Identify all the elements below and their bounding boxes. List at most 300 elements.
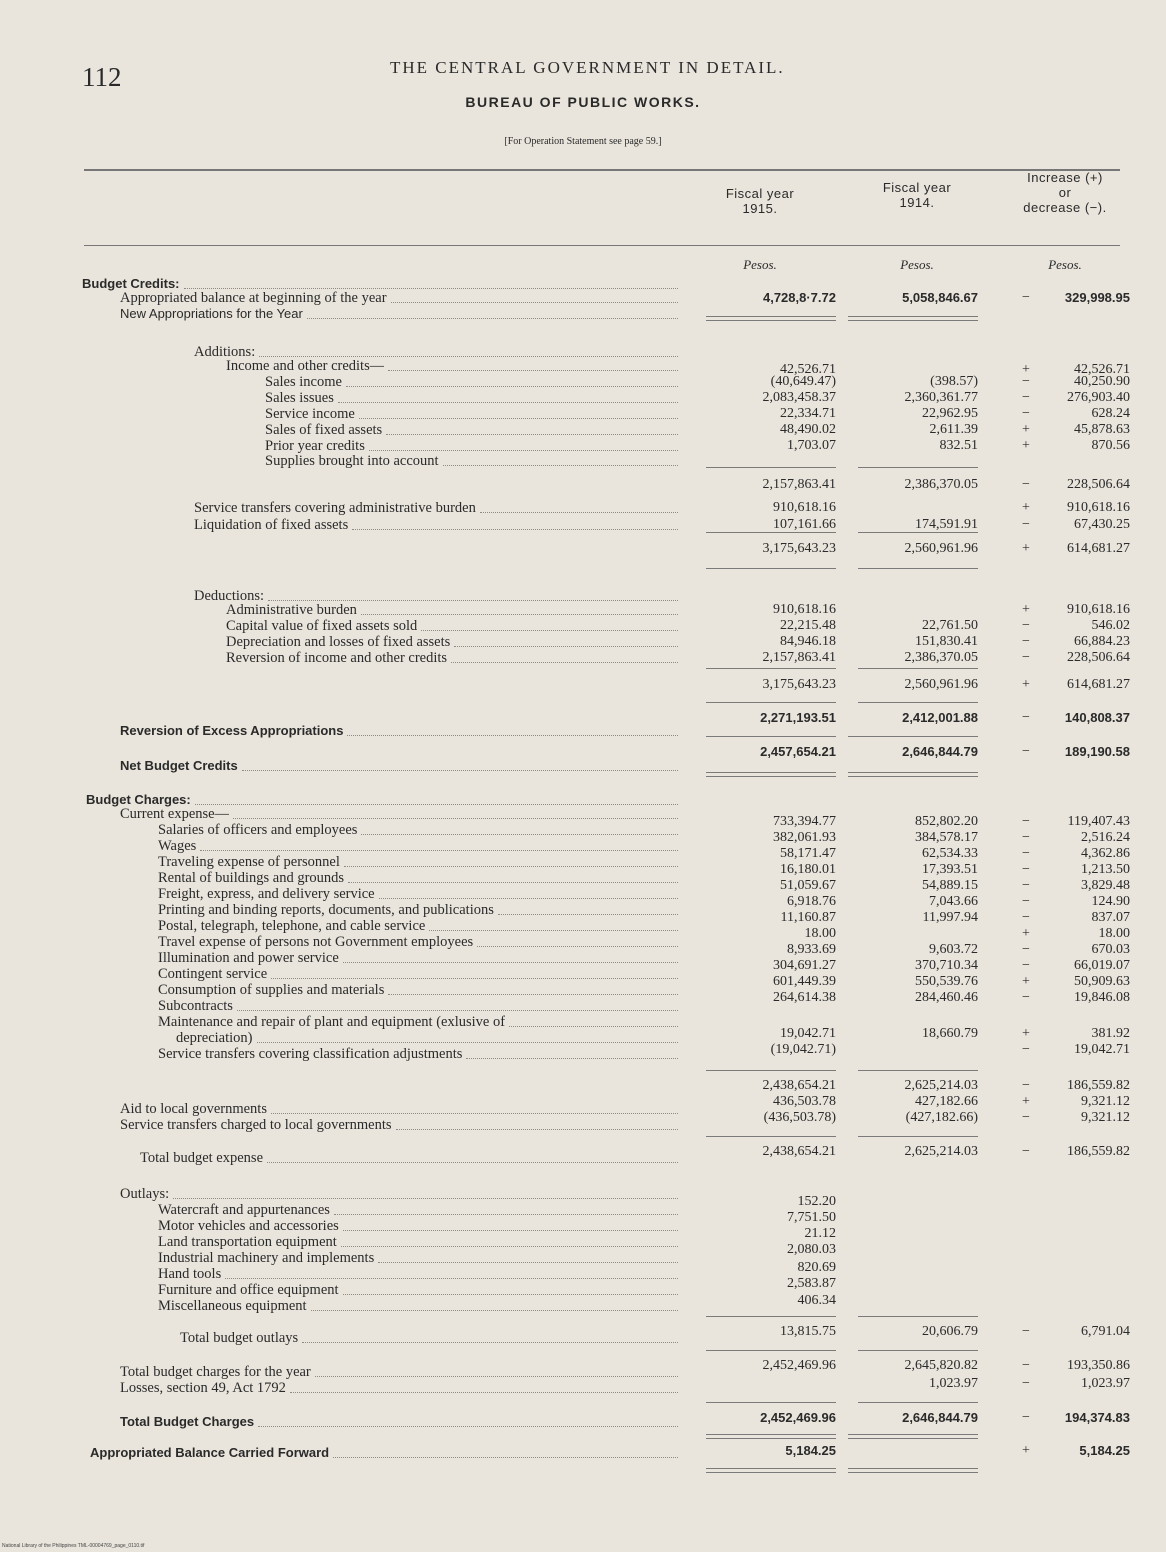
row-label: Land transportation equipment xyxy=(158,1234,337,1250)
rule xyxy=(858,1136,978,1137)
row-label: Additions: xyxy=(194,344,256,360)
dot-leader xyxy=(315,1376,678,1377)
dot-leader xyxy=(509,1026,678,1027)
rule xyxy=(706,467,836,468)
dot-leader xyxy=(343,962,678,963)
change-sign: − xyxy=(1022,830,1030,845)
row-label: Printing and binding reports, documents, and publications xyxy=(158,902,494,918)
cell-value: 193,350.86 xyxy=(1067,1358,1130,1373)
rule xyxy=(858,668,978,669)
running-head: THE CENTRAL GOVERNMENT IN DETAIL. xyxy=(390,58,785,77)
row-label: Sales issues xyxy=(265,390,334,406)
scan-footer: National Library of the Philippines TML-00004769_page_0110.tif xyxy=(2,1543,145,1549)
change-sign: + xyxy=(1022,677,1030,692)
dot-leader xyxy=(346,386,678,387)
column-header-change: Increase (+) or decrease (−). xyxy=(1023,170,1107,215)
cell-value: 19,042.71 xyxy=(780,1026,836,1041)
rule xyxy=(706,772,836,773)
cell-value: 22,761.50 xyxy=(922,618,978,633)
change-sign: − xyxy=(1022,406,1030,421)
cell-value: 5,184.25 xyxy=(1079,1443,1130,1458)
rule xyxy=(848,1434,978,1435)
cell-value: 2,560,961.96 xyxy=(904,677,978,692)
cell-value: 2,457,654.21 xyxy=(760,744,836,759)
change-sign: − xyxy=(1022,634,1030,649)
change-sign: − xyxy=(1022,1324,1030,1339)
cell-value: 174,591.91 xyxy=(915,517,978,532)
rule xyxy=(858,1070,978,1071)
change-sign: + xyxy=(1022,500,1030,515)
cell-value: 5,184.25 xyxy=(785,1443,836,1458)
rule xyxy=(858,1316,978,1317)
cell-value: 2,625,214.03 xyxy=(904,1144,978,1159)
cell-value: 329,998.95 xyxy=(1064,290,1130,305)
cell-value: 910,618.16 xyxy=(1067,602,1130,617)
dot-leader xyxy=(259,356,678,357)
dot-leader xyxy=(343,1294,678,1295)
rule xyxy=(706,1070,836,1071)
cell-value: 2,452,469.96 xyxy=(762,1358,836,1373)
rule xyxy=(848,1438,978,1439)
cell-value: 66,884.23 xyxy=(1074,634,1130,649)
row-label: Reversion of income and other credits xyxy=(226,650,448,666)
dot-leader xyxy=(443,465,678,466)
change-sign: + xyxy=(1022,1026,1030,1041)
cell-value: 17,393.51 xyxy=(922,862,978,877)
cell-value: 22,334.71 xyxy=(780,406,836,421)
change-sign: − xyxy=(1022,1358,1030,1373)
cell-value: 837.07 xyxy=(1091,910,1130,925)
change-sign: − xyxy=(1022,650,1030,665)
cell-value: 304,691.27 xyxy=(773,958,836,973)
cell-value: 9,321.12 xyxy=(1081,1094,1130,1109)
cell-value: 11,160.87 xyxy=(780,910,836,925)
row-label: Wages xyxy=(158,838,197,854)
row-label: Deductions: xyxy=(194,588,265,604)
header-rule-bottom xyxy=(84,245,1120,246)
row-label: Depreciation and losses of fixed assets xyxy=(226,634,451,650)
cell-value: 436,503.78 xyxy=(773,1094,836,1109)
row-label: depreciation) xyxy=(176,1030,253,1046)
cell-value: 2,438,654.21 xyxy=(762,1078,836,1093)
dot-leader xyxy=(271,1113,678,1114)
rule xyxy=(706,1434,836,1435)
dot-leader xyxy=(237,1010,678,1011)
cell-value: 11,997.94 xyxy=(922,910,978,925)
row-label: Hand tools xyxy=(158,1266,222,1282)
cell-value: 22,215.48 xyxy=(780,618,836,633)
row-label: Motor vehicles and accessories xyxy=(158,1218,339,1234)
cell-value: 384,578.17 xyxy=(915,830,978,845)
dot-leader xyxy=(267,1162,678,1163)
dot-leader xyxy=(347,735,678,736)
cell-value: 1,213.50 xyxy=(1081,862,1130,877)
row-label: Service transfers charged to local governments xyxy=(120,1117,392,1133)
row-label: Consumption of supplies and materials xyxy=(158,982,385,998)
cell-value: 2,412,001.88 xyxy=(902,710,978,725)
cell-value: 186,559.82 xyxy=(1067,1144,1130,1159)
row-label: Outlays: xyxy=(120,1186,170,1202)
change-sign: − xyxy=(1022,1110,1030,1125)
change-sign: − xyxy=(1022,1410,1030,1425)
cell-value: 1,023.97 xyxy=(1081,1376,1130,1391)
change-sign: − xyxy=(1022,1042,1030,1057)
cell-value: (19,042.71) xyxy=(770,1042,836,1057)
cell-value: 6,918.76 xyxy=(787,894,836,909)
rule xyxy=(848,1472,978,1473)
cell-value: 8,933.69 xyxy=(787,942,836,957)
change-sign: − xyxy=(1022,710,1030,725)
rule xyxy=(706,1402,836,1403)
row-label: Liquidation of fixed assets xyxy=(194,517,349,533)
change-sign: − xyxy=(1022,958,1030,973)
rule xyxy=(706,568,836,569)
cell-value: 5,058,846.67 xyxy=(902,290,978,305)
bureau-title: BUREAU OF PUBLIC WORKS. xyxy=(465,94,701,110)
dot-leader xyxy=(333,1457,678,1458)
row-label: Subcontracts xyxy=(158,998,233,1014)
cell-value: 2,452,469.96 xyxy=(760,1410,836,1425)
cell-value: 2,083,458.37 xyxy=(762,390,836,405)
rule xyxy=(706,1438,836,1439)
cell-value: 7,043.66 xyxy=(929,894,978,909)
cell-value: 119,407.43 xyxy=(1067,814,1130,829)
cell-value: 186,559.82 xyxy=(1067,1078,1130,1093)
dot-leader xyxy=(184,288,678,289)
change-sign: + xyxy=(1022,926,1030,941)
cell-value: 284,460.46 xyxy=(915,990,978,1005)
row-label: Miscellaneous equipment xyxy=(158,1298,307,1314)
dot-leader xyxy=(225,1278,678,1279)
rule xyxy=(848,736,978,737)
dot-leader xyxy=(421,630,678,631)
rule xyxy=(706,702,836,703)
cell-value: 228,506.64 xyxy=(1067,650,1130,665)
cell-value: 2,583.87 xyxy=(787,1276,836,1291)
cell-value: (427,182.66) xyxy=(905,1110,978,1125)
cell-value: 2,645,820.82 xyxy=(904,1358,978,1373)
rule xyxy=(706,1468,836,1469)
dot-leader xyxy=(242,770,678,771)
cell-value: 820.69 xyxy=(797,1260,836,1275)
cell-value: 733,394.77 xyxy=(773,814,836,829)
cell-value: 21.12 xyxy=(804,1226,836,1241)
cell-value: 2,646,844.79 xyxy=(902,1410,978,1425)
row-label: Maintenance and repair of plant and equipment (exlusive of xyxy=(158,1014,506,1030)
cell-value: (40,649.47) xyxy=(770,374,836,389)
cell-value: 550,539.76 xyxy=(915,974,978,989)
row-label: Total budget outlays xyxy=(180,1330,299,1346)
dot-leader xyxy=(369,450,678,451)
row-label: Rental of buildings and grounds xyxy=(158,870,345,886)
row-label: Capital value of fixed assets sold xyxy=(226,618,418,634)
cell-value: 2,611.39 xyxy=(929,422,978,437)
row-label: Travel expense of persons not Government employees xyxy=(158,934,474,950)
cell-value: 832.51 xyxy=(939,438,978,453)
dot-leader xyxy=(200,850,678,851)
cell-value: 628.24 xyxy=(1091,406,1130,421)
row-label: Service transfers covering classification adjustments xyxy=(158,1046,463,1062)
column-header-1915: Fiscal year 1915. xyxy=(725,186,795,216)
dot-leader xyxy=(268,600,678,601)
unit-label-1915: Pesos. xyxy=(743,257,777,272)
change-sign: − xyxy=(1022,390,1030,405)
change-sign: − xyxy=(1022,862,1030,877)
row-label: Salaries of officers and employees xyxy=(158,822,358,838)
dot-leader xyxy=(311,1310,678,1311)
rule xyxy=(848,316,978,317)
change-sign: − xyxy=(1022,374,1030,389)
rule xyxy=(858,467,978,468)
rule xyxy=(706,776,836,777)
cell-value: 910,618.16 xyxy=(773,602,836,617)
row-label: Total budget charges for the year xyxy=(120,1364,311,1380)
cell-value: 910,618.16 xyxy=(773,500,836,515)
cell-value: 406.34 xyxy=(797,1293,836,1308)
rule xyxy=(858,1402,978,1403)
cell-value: 670.03 xyxy=(1091,942,1130,957)
row-label: Traveling expense of personnel xyxy=(158,854,340,870)
unit-label-1914: Pesos. xyxy=(900,257,934,272)
header-rule-top xyxy=(84,169,1120,171)
dot-leader xyxy=(386,434,678,435)
cell-value: 40,250.90 xyxy=(1074,374,1130,389)
rule xyxy=(706,320,836,321)
cell-value: 4,362.86 xyxy=(1081,846,1130,861)
cell-value: 2,080.03 xyxy=(787,1242,836,1257)
change-sign: + xyxy=(1022,1443,1030,1458)
cell-value: 152.20 xyxy=(797,1194,836,1209)
dot-leader xyxy=(451,662,678,663)
change-sign: − xyxy=(1022,894,1030,909)
cell-value: 20,606.79 xyxy=(922,1324,978,1339)
row-label: Postal, telegraph, telephone, and cable service xyxy=(158,918,426,934)
cell-value: 48,490.02 xyxy=(780,422,836,437)
rule xyxy=(706,736,836,737)
cell-value: (436,503.78) xyxy=(763,1110,836,1125)
change-sign: − xyxy=(1022,990,1030,1005)
row-label: Total Budget Charges xyxy=(120,1414,255,1429)
change-sign: − xyxy=(1022,1078,1030,1093)
cell-value: 42,526.71 xyxy=(1074,362,1130,377)
cell-value: 45,878.63 xyxy=(1074,422,1130,437)
dot-leader xyxy=(341,1246,678,1247)
cell-value: 2,157,863.41 xyxy=(762,650,836,665)
row-label: Losses, section 49, Act 1792 xyxy=(120,1380,286,1396)
cell-value: 1,023.97 xyxy=(929,1376,978,1391)
change-sign: − xyxy=(1022,814,1030,829)
change-sign: + xyxy=(1022,602,1030,617)
cell-value: 13,815.75 xyxy=(780,1324,836,1339)
cell-value: 2,646,844.79 xyxy=(902,744,978,759)
row-label: Sales income xyxy=(265,374,342,390)
dot-leader xyxy=(429,930,678,931)
change-sign: − xyxy=(1022,744,1030,759)
cell-value: 382,061.93 xyxy=(773,830,836,845)
cell-value: 427,182.66 xyxy=(915,1094,978,1109)
row-label: Prior year credits xyxy=(265,438,365,454)
cell-value: 3,175,643.23 xyxy=(762,677,836,692)
cell-value: 19,846.08 xyxy=(1074,990,1130,1005)
cell-value: 601,449.39 xyxy=(773,974,836,989)
cell-value: 140,808.37 xyxy=(1064,710,1130,725)
cell-value: 67,430.25 xyxy=(1074,517,1130,532)
cell-value: 2,516.24 xyxy=(1081,830,1130,845)
dot-leader xyxy=(344,866,678,867)
cell-value: 2,438,654.21 xyxy=(762,1144,836,1159)
cell-value: 2,625,214.03 xyxy=(904,1078,978,1093)
row-label: Administrative burden xyxy=(226,602,357,618)
dot-leader xyxy=(379,898,678,899)
dot-leader xyxy=(343,1230,678,1231)
dot-leader xyxy=(290,1392,678,1393)
dot-leader xyxy=(466,1058,678,1059)
row-label: Aid to local governments xyxy=(120,1101,267,1117)
change-sign: − xyxy=(1022,942,1030,957)
row-label: Appropriated balance at beginning of the year xyxy=(120,290,387,306)
row-label: New Appropriations for the Year xyxy=(120,306,303,321)
cell-value: 22,962.95 xyxy=(922,406,978,421)
dot-leader xyxy=(388,370,678,371)
cell-value: 3,829.48 xyxy=(1081,878,1130,893)
dot-leader xyxy=(454,646,678,647)
dot-leader xyxy=(307,318,678,319)
cell-value: 51,059.67 xyxy=(780,878,836,893)
row-label: Appropriated Balance Carried Forward xyxy=(90,1445,330,1460)
row-label: Watercraft and appurtenances xyxy=(158,1202,330,1218)
row-label: Income and other credits— xyxy=(226,358,385,374)
rule xyxy=(706,316,836,317)
cell-value: 870.56 xyxy=(1091,438,1130,453)
row-label: Industrial machinery and implements xyxy=(158,1250,375,1266)
rule xyxy=(706,1316,836,1317)
rule xyxy=(858,702,978,703)
row-label: Illumination and power service xyxy=(158,950,339,966)
row-label: Reversion of Excess Appropriations xyxy=(120,723,344,738)
cell-value: 50,909.63 xyxy=(1074,974,1130,989)
cell-value: 7,751.50 xyxy=(787,1210,836,1225)
cell-value: 16,180.01 xyxy=(780,862,836,877)
change-sign: + xyxy=(1022,438,1030,453)
cell-value: 62,534.33 xyxy=(922,846,978,861)
row-label: Contingent service xyxy=(158,966,268,982)
cell-value: 228,506.64 xyxy=(1067,477,1130,492)
cell-value: 852,802.20 xyxy=(915,814,978,829)
rule xyxy=(706,1472,836,1473)
cell-value: 381.92 xyxy=(1091,1026,1130,1041)
dot-leader xyxy=(195,804,678,805)
dot-leader xyxy=(361,834,678,835)
cell-value: 2,386,370.05 xyxy=(904,477,978,492)
change-sign: − xyxy=(1022,846,1030,861)
dot-leader xyxy=(361,614,678,615)
cell-value: 910,618.16 xyxy=(1067,500,1130,515)
cell-value: 84,946.18 xyxy=(780,634,836,649)
dot-leader xyxy=(302,1342,678,1343)
change-sign: + xyxy=(1022,541,1030,556)
cell-value: 18,660.79 xyxy=(922,1026,978,1041)
cell-value: 18.00 xyxy=(804,926,836,941)
change-sign: − xyxy=(1022,910,1030,925)
cell-value: 9,321.12 xyxy=(1081,1110,1130,1125)
row-label: Budget Charges: xyxy=(86,792,191,807)
cell-value: 107,161.66 xyxy=(773,517,836,532)
rule xyxy=(706,668,836,669)
change-sign: − xyxy=(1022,517,1030,532)
rule xyxy=(858,568,978,569)
dot-leader xyxy=(338,402,678,403)
change-sign: − xyxy=(1022,1144,1030,1159)
dot-leader xyxy=(348,882,678,883)
cell-value: 42,526.71 xyxy=(780,362,836,377)
cell-value: 614,681.27 xyxy=(1067,541,1130,556)
cell-value: 2,157,863.41 xyxy=(762,477,836,492)
rule xyxy=(848,320,978,321)
cell-value: 18.00 xyxy=(1098,926,1130,941)
dot-leader xyxy=(352,529,678,530)
dot-leader xyxy=(173,1198,678,1199)
cell-value: 276,903.40 xyxy=(1067,390,1130,405)
unit-label-change: Pesos. xyxy=(1048,257,1082,272)
cell-value: 2,386,370.05 xyxy=(904,650,978,665)
rule xyxy=(858,532,978,533)
cell-value: 58,171.47 xyxy=(780,846,836,861)
change-sign: − xyxy=(1022,1376,1030,1391)
rule xyxy=(848,772,978,773)
rule xyxy=(848,1468,978,1469)
change-sign: − xyxy=(1022,290,1030,305)
cell-value: 66,019.07 xyxy=(1074,958,1130,973)
cell-value: 54,889.15 xyxy=(922,878,978,893)
row-label: Sales of fixed assets xyxy=(265,422,383,438)
change-sign: + xyxy=(1022,1094,1030,1109)
rule xyxy=(706,1350,836,1351)
cell-value: 9,603.72 xyxy=(929,942,978,957)
dot-leader xyxy=(378,1262,678,1263)
rule xyxy=(858,1350,978,1351)
cell-value: 2,271,193.51 xyxy=(760,710,836,725)
dot-leader xyxy=(359,418,678,419)
cell-value: 4,728,8·7.72 xyxy=(762,290,836,305)
dot-leader xyxy=(388,994,678,995)
cell-value: 546.02 xyxy=(1091,618,1130,633)
dot-leader xyxy=(480,512,678,513)
cell-value: 19,042.71 xyxy=(1074,1042,1130,1057)
cell-value: 264,614.38 xyxy=(773,990,836,1005)
row-label: Total budget expense xyxy=(140,1150,264,1166)
cell-value: 3,175,643.23 xyxy=(762,541,836,556)
row-label: Service income xyxy=(265,406,355,422)
cell-value: 189,190.58 xyxy=(1064,744,1130,759)
row-label: Budget Credits: xyxy=(82,276,180,291)
cell-value: 2,360,361.77 xyxy=(904,390,978,405)
row-label: Net Budget Credits xyxy=(120,758,238,773)
cell-value: 124.90 xyxy=(1091,894,1130,909)
row-label: Service transfers covering administrative burden xyxy=(194,500,476,516)
change-sign: − xyxy=(1022,618,1030,633)
rule xyxy=(848,776,978,777)
dot-leader xyxy=(233,818,678,819)
cell-value: 1,703.07 xyxy=(787,438,836,453)
cell-value: 370,710.34 xyxy=(915,958,978,973)
row-label: Freight, express, and delivery service xyxy=(158,886,375,902)
rule xyxy=(706,532,836,533)
cell-value: 194,374.83 xyxy=(1064,1410,1130,1425)
dot-leader xyxy=(477,946,678,947)
cell-value: 151,830.41 xyxy=(915,634,978,649)
row-label: Supplies brought into account xyxy=(265,453,439,469)
rule xyxy=(706,1136,836,1137)
